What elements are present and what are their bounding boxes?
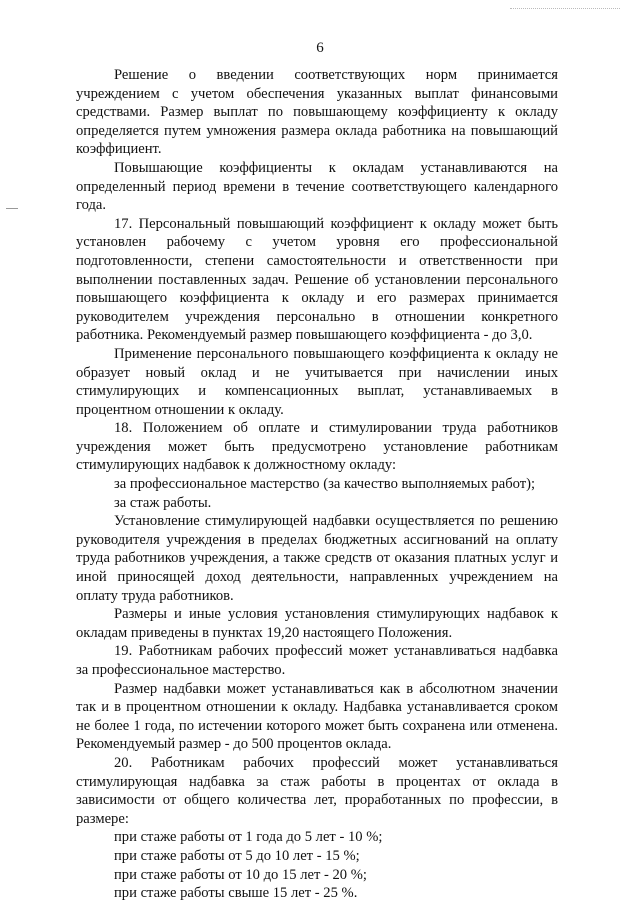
list-item: при стаже работы от 10 до 15 лет - 20 %;	[114, 866, 367, 883]
scan-artifact	[510, 8, 620, 10]
list-item: за стаж работы.	[114, 494, 212, 511]
paragraph-clause-20: 20. Работникам рабочих профессий может устанавливаться стимулирующая надбавка за стаж работы в процентах от оклада в зависимости от общего количества лет, проработанных по профессии, в размере:	[76, 754, 558, 827]
paragraph: Установление стимулирующей надбавки осуществляется по решению руководителя учреждения в пределах бюджетных ассигнований на оплату труда работников учреждения, а также средств от оказания платных услуг и иной приносящей доход деятельности, направленных учреждением на оплату труда работников.	[76, 513, 558, 604]
paragraph-clause-17: 17. Персональный повышающий коэффициент к окладу может быть установлен рабочему с учетом уровня его профессиональной подготовленности, степени самостоятельности и ответственности при выполнении поставленных задач. Решение об установлении персонального повышающего коэффициента к окладу и его размерах принимается руководителем учреждения персонально в отношении конкретного работника. Рекомендуемый размер повышающего коэффициента - до 3,0.	[76, 215, 558, 344]
paragraph: Повышающие коэффициенты к окладам устанавливаются на определенный период времени в течение соответствующего календарного года.	[76, 159, 558, 214]
list-item: при стаже работы от 5 до 10 лет - 15 %;	[114, 847, 360, 864]
paragraph: Решение о введении соответствующих норм принимается учреждением с учетом обеспечения указанных выплат финансовыми средствами. Размер выплат по повышающему коэффициенту к окладу определяется путем умножения размера оклада работника на повышающий коэффициент.	[76, 67, 558, 158]
paragraph: Применение персонального повышающего коэффициента к окладу не образует новый оклад и не учитывается при начислении иных стимулирующих и компенсационных выплат, устанавливаемых в процентном отношении к окладу.	[76, 345, 558, 418]
margin-mark	[6, 208, 18, 209]
document-body	[76, 66, 558, 903]
list-item: при стаже работы свыше 15 лет - 25 %.	[114, 885, 358, 902]
paragraph: Размеры и иные условия установления стимулирующих надбавок к окладам приведены в пунктах 19,20 настоящего Положения.	[76, 606, 558, 641]
page-number: 6	[316, 40, 324, 56]
paragraph-clause-19: 19. Работникам рабочих профессий может устанавливаться надбавка за профессиональное мастерство.	[76, 643, 558, 678]
list-item: при стаже работы от 1 года до 5 лет - 10 %;	[114, 829, 383, 846]
paragraph: Размер надбавки может устанавливаться как в абсолютном значении так и в процентном отношении к окладу. Надбавка устанавливается сроком не более 1 года, по истечении которого может быть сохранена или отменена. Рекомендуемый размер - до 500 процентов оклада.	[76, 680, 558, 753]
list-item: за профессиональное мастерство (за качество выполняемых работ);	[114, 476, 536, 493]
paragraph-clause-18: 18. Положением об оплате и стимулировании труда работников учреждения может быть предусмотрено установление работникам стимулирующих надбавок к должностному окладу:	[76, 420, 558, 474]
